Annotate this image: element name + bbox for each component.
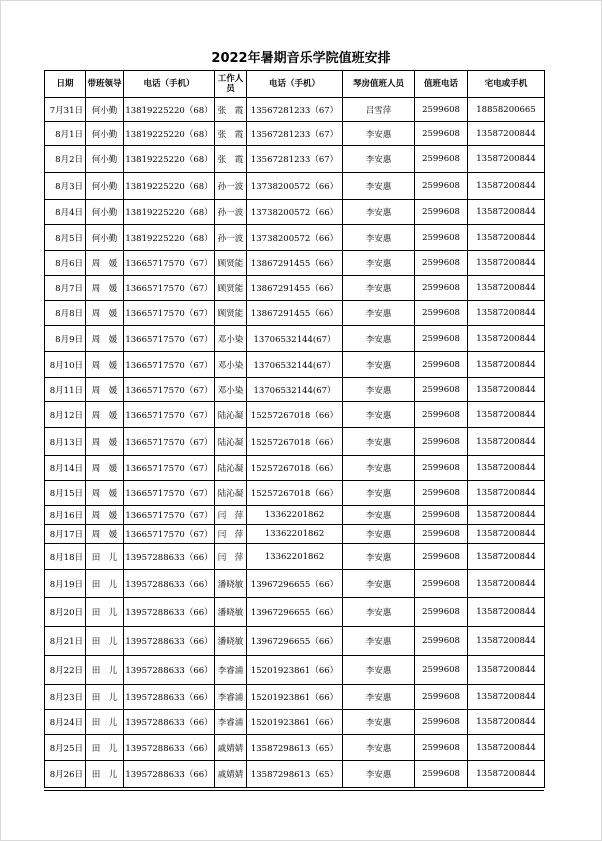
table-bottom-rule xyxy=(44,790,544,791)
cell-staff: 闫 萍 xyxy=(215,525,247,544)
cell-date: 8月22日 xyxy=(45,656,86,685)
cell-home-phone: 18858200665 xyxy=(468,98,545,122)
header-staff: 工作人员 xyxy=(215,71,247,98)
cell-piano-room-staff: 李安惠 xyxy=(343,456,415,481)
cell-leader: 何小勤 xyxy=(86,173,124,200)
cell-staff: 李睿浦 xyxy=(215,685,247,710)
cell-staff-phone: 13362201862 xyxy=(247,506,343,525)
cell-leader: 田 儿 xyxy=(86,685,124,710)
cell-date: 8月19日 xyxy=(45,570,86,598)
cell-leader: 何小勤 xyxy=(86,200,124,225)
cell-staff-phone: 13867291455（66） xyxy=(247,276,343,301)
cell-leader-phone: 13957288633（66） xyxy=(124,570,215,598)
table-row xyxy=(45,225,545,251)
cell-date: 8月13日 xyxy=(45,428,86,456)
cell-duty-phone: 2599608 xyxy=(415,352,468,378)
cell-staff-phone: 13867291455（66） xyxy=(247,251,343,276)
cell-home-phone: 13587200844 xyxy=(468,761,545,788)
cell-piano-room-staff: 吕雪萍 xyxy=(343,98,415,122)
cell-duty-phone: 2599608 xyxy=(415,378,468,402)
cell-piano-room-staff: 李安惠 xyxy=(343,525,415,544)
cell-date: 8月3日 xyxy=(45,173,86,200)
cell-leader: 周 媛 xyxy=(86,456,124,481)
cell-home-phone: 13587200844 xyxy=(468,122,545,146)
cell-staff: 陆沁凝 xyxy=(215,428,247,456)
table-row xyxy=(45,761,545,788)
cell-leader: 周 媛 xyxy=(86,301,124,326)
header-home-phone: 宅电或手机 xyxy=(468,71,545,98)
table-row xyxy=(45,301,545,326)
cell-leader: 周 媛 xyxy=(86,525,124,544)
cell-piano-room-staff: 李安惠 xyxy=(343,481,415,506)
document-title: 2022年暑期音乐学院值班安排 xyxy=(211,51,391,66)
cell-staff: 陆沁凝 xyxy=(215,456,247,481)
cell-piano-room-staff: 李安惠 xyxy=(343,402,415,428)
cell-duty-phone: 2599608 xyxy=(415,428,468,456)
cell-duty-phone: 2599608 xyxy=(415,761,468,788)
cell-duty-phone: 2599608 xyxy=(415,525,468,544)
cell-leader: 田 儿 xyxy=(86,544,124,570)
cell-home-phone: 13587200844 xyxy=(468,627,545,656)
cell-piano-room-staff: 李安惠 xyxy=(343,761,415,788)
cell-leader: 周 媛 xyxy=(86,378,124,402)
cell-leader-phone: 13819225220（68） xyxy=(124,98,215,122)
cell-duty-phone: 2599608 xyxy=(415,326,468,352)
cell-piano-room-staff: 李安惠 xyxy=(343,352,415,378)
cell-staff: 陆沁凝 xyxy=(215,481,247,506)
cell-leader-phone: 13665717570（67） xyxy=(124,276,215,301)
cell-staff-phone: 13362201862 xyxy=(247,544,343,570)
cell-piano-room-staff: 李安惠 xyxy=(343,627,415,656)
cell-leader: 何小勤 xyxy=(86,122,124,146)
cell-staff: 孙一波 xyxy=(215,225,247,251)
table-row xyxy=(45,276,545,301)
cell-leader-phone: 13665717570（67） xyxy=(124,301,215,326)
cell-staff-phone: 13587298613（65） xyxy=(247,735,343,761)
cell-duty-phone: 2599608 xyxy=(415,251,468,276)
cell-staff-phone: 13738200572（66） xyxy=(247,225,343,251)
cell-staff-phone: 13967296655（66） xyxy=(247,627,343,656)
cell-leader-phone: 13957288633（66） xyxy=(124,761,215,788)
cell-leader: 田 儿 xyxy=(86,598,124,627)
cell-duty-phone: 2599608 xyxy=(415,570,468,598)
cell-staff: 闫 萍 xyxy=(215,506,247,525)
cell-leader-phone: 13665717570（67） xyxy=(124,481,215,506)
cell-leader-phone: 13819225220（68） xyxy=(124,225,215,251)
cell-staff-phone: 13706532144(67） xyxy=(247,378,343,402)
table-row xyxy=(45,506,545,525)
cell-date: 8月24日 xyxy=(45,710,86,735)
cell-staff-phone: 13967296655（66） xyxy=(247,570,343,598)
cell-piano-room-staff: 李安惠 xyxy=(343,173,415,200)
cell-home-phone: 13587200844 xyxy=(468,200,545,225)
cell-staff: 顾贤能 xyxy=(215,301,247,326)
cell-staff: 陆沁凝 xyxy=(215,402,247,428)
cell-staff-phone: 15201923861（66） xyxy=(247,710,343,735)
cell-piano-room-staff: 李安惠 xyxy=(343,710,415,735)
cell-home-phone: 13587200844 xyxy=(468,402,545,428)
cell-date: 8月20日 xyxy=(45,598,86,627)
cell-date: 8月17日 xyxy=(45,525,86,544)
cell-date: 8月23日 xyxy=(45,685,86,710)
cell-duty-phone: 2599608 xyxy=(415,122,468,146)
header-leader-phone: 电话（手机） xyxy=(124,71,215,98)
cell-staff: 张 霞 xyxy=(215,98,247,122)
cell-piano-room-staff: 李安惠 xyxy=(343,378,415,402)
cell-leader-phone: 13665717570（67） xyxy=(124,378,215,402)
cell-duty-phone: 2599608 xyxy=(415,402,468,428)
cell-home-phone: 13587200844 xyxy=(468,735,545,761)
cell-home-phone: 13587200844 xyxy=(468,428,545,456)
cell-duty-phone: 2599608 xyxy=(415,685,468,710)
cell-leader: 田 儿 xyxy=(86,656,124,685)
cell-date: 8月4日 xyxy=(45,200,86,225)
cell-leader: 何小勤 xyxy=(86,146,124,173)
cell-leader-phone: 13957288633（66） xyxy=(124,656,215,685)
cell-staff: 李睿浦 xyxy=(215,710,247,735)
cell-staff: 张 霞 xyxy=(215,146,247,173)
cell-leader-phone: 13665717570（67） xyxy=(124,456,215,481)
cell-staff-phone: 13738200572（66） xyxy=(247,173,343,200)
cell-duty-phone: 2599608 xyxy=(415,200,468,225)
cell-piano-room-staff: 李安惠 xyxy=(343,428,415,456)
cell-leader: 周 媛 xyxy=(86,352,124,378)
cell-leader: 周 媛 xyxy=(86,326,124,352)
cell-home-phone: 13587200844 xyxy=(468,326,545,352)
cell-date: 8月7日 xyxy=(45,276,86,301)
table-row xyxy=(45,735,545,761)
cell-leader: 田 儿 xyxy=(86,710,124,735)
cell-piano-room-staff: 李安惠 xyxy=(343,276,415,301)
table-row xyxy=(45,98,545,122)
cell-home-phone: 13587200844 xyxy=(468,710,545,735)
cell-leader: 周 媛 xyxy=(86,276,124,301)
cell-date: 8月25日 xyxy=(45,735,86,761)
cell-home-phone: 13587200844 xyxy=(468,656,545,685)
cell-duty-phone: 2599608 xyxy=(415,710,468,735)
cell-staff: 闫 萍 xyxy=(215,544,247,570)
cell-staff-phone: 15201923861（66） xyxy=(247,685,343,710)
cell-piano-room-staff: 李安惠 xyxy=(343,598,415,627)
cell-date: 7月31日 xyxy=(45,98,86,122)
cell-staff-phone: 13567281233（67） xyxy=(247,122,343,146)
cell-leader-phone: 13819225220（68） xyxy=(124,200,215,225)
cell-date: 8月10日 xyxy=(45,352,86,378)
table-row xyxy=(45,146,545,173)
cell-duty-phone: 2599608 xyxy=(415,173,468,200)
cell-date: 8月11日 xyxy=(45,378,86,402)
cell-home-phone: 13587200844 xyxy=(468,598,545,627)
cell-leader-phone: 13665717570（67） xyxy=(124,428,215,456)
cell-date: 8月18日 xyxy=(45,544,86,570)
cell-date: 8月14日 xyxy=(45,456,86,481)
table-row xyxy=(45,251,545,276)
table-row xyxy=(45,173,545,200)
cell-home-phone: 13587200844 xyxy=(468,173,545,200)
cell-home-phone: 13587200844 xyxy=(468,225,545,251)
cell-staff: 邓小染 xyxy=(215,352,247,378)
cell-duty-phone: 2599608 xyxy=(415,301,468,326)
table-row xyxy=(45,544,545,570)
cell-staff: 孙一波 xyxy=(215,200,247,225)
cell-leader-phone: 13819225220（68） xyxy=(124,146,215,173)
cell-staff: 张 霞 xyxy=(215,122,247,146)
cell-staff-phone: 15257267018（66） xyxy=(247,402,343,428)
cell-duty-phone: 2599608 xyxy=(415,627,468,656)
cell-duty-phone: 2599608 xyxy=(415,481,468,506)
cell-duty-phone: 2599608 xyxy=(415,544,468,570)
cell-leader: 周 媛 xyxy=(86,506,124,525)
cell-home-phone: 13587200844 xyxy=(468,506,545,525)
cell-piano-room-staff: 李安惠 xyxy=(343,122,415,146)
cell-staff-phone: 15257267018（66） xyxy=(247,481,343,506)
table-row xyxy=(45,122,545,146)
cell-date: 8月9日 xyxy=(45,326,86,352)
cell-leader: 周 媛 xyxy=(86,428,124,456)
table-row xyxy=(45,525,545,544)
cell-leader-phone: 13957288633（66） xyxy=(124,627,215,656)
table-body xyxy=(45,98,545,788)
cell-leader: 田 儿 xyxy=(86,627,124,656)
cell-leader: 周 媛 xyxy=(86,251,124,276)
cell-staff-phone: 15201923861（66） xyxy=(247,656,343,685)
table-row xyxy=(45,200,545,225)
cell-piano-room-staff: 李安惠 xyxy=(343,685,415,710)
cell-piano-room-staff: 李安惠 xyxy=(343,251,415,276)
cell-piano-room-staff: 李安惠 xyxy=(343,506,415,525)
cell-leader: 田 儿 xyxy=(86,735,124,761)
cell-staff: 邓小染 xyxy=(215,378,247,402)
cell-piano-room-staff: 李安惠 xyxy=(343,570,415,598)
cell-leader: 田 儿 xyxy=(86,570,124,598)
cell-staff-phone: 13738200572（66） xyxy=(247,200,343,225)
cell-piano-room-staff: 李安惠 xyxy=(343,200,415,225)
duty-roster-table xyxy=(44,70,545,788)
cell-staff-phone: 13706532144(67） xyxy=(247,326,343,352)
cell-staff: 李睿浦 xyxy=(215,656,247,685)
cell-leader: 何小勤 xyxy=(86,98,124,122)
cell-piano-room-staff: 李安惠 xyxy=(343,656,415,685)
cell-duty-phone: 2599608 xyxy=(415,98,468,122)
cell-leader-phone: 13665717570（67） xyxy=(124,506,215,525)
cell-piano-room-staff: 李安惠 xyxy=(343,326,415,352)
cell-staff: 潘晓敏 xyxy=(215,598,247,627)
table-row xyxy=(45,656,545,685)
cell-staff: 顾贤能 xyxy=(215,251,247,276)
table-row xyxy=(45,456,545,481)
table-row xyxy=(45,598,545,627)
cell-date: 8月1日 xyxy=(45,122,86,146)
cell-staff-phone: 15257267018（66） xyxy=(247,428,343,456)
cell-duty-phone: 2599608 xyxy=(415,276,468,301)
header-leader: 带班领导 xyxy=(86,71,124,98)
cell-duty-phone: 2599608 xyxy=(415,656,468,685)
cell-staff: 孙一波 xyxy=(215,173,247,200)
cell-leader-phone: 13819225220（68） xyxy=(124,173,215,200)
cell-leader: 周 媛 xyxy=(86,481,124,506)
cell-home-phone: 13587200844 xyxy=(468,251,545,276)
cell-home-phone: 13587200844 xyxy=(468,456,545,481)
cell-staff: 邓小染 xyxy=(215,326,247,352)
header-date: 日期 xyxy=(45,71,86,98)
cell-leader-phone: 13957288633（66） xyxy=(124,685,215,710)
cell-home-phone: 13587200844 xyxy=(468,570,545,598)
cell-home-phone: 13587200844 xyxy=(468,481,545,506)
cell-leader-phone: 13665717570（67） xyxy=(124,352,215,378)
cell-home-phone: 13587200844 xyxy=(468,276,545,301)
cell-leader-phone: 13665717570（67） xyxy=(124,402,215,428)
cell-date: 8月21日 xyxy=(45,627,86,656)
cell-home-phone: 13587200844 xyxy=(468,352,545,378)
cell-leader-phone: 13665717570（67） xyxy=(124,525,215,544)
table-row xyxy=(45,685,545,710)
header-duty-phone: 值班电话 xyxy=(415,71,468,98)
cell-staff-phone: 13567281233（67） xyxy=(247,98,343,122)
cell-duty-phone: 2599608 xyxy=(415,506,468,525)
cell-piano-room-staff: 李安惠 xyxy=(343,544,415,570)
cell-staff: 潘晓敏 xyxy=(215,570,247,598)
header-staff-phone: 电话（手机） xyxy=(247,71,343,98)
cell-leader-phone: 13665717570（67） xyxy=(124,251,215,276)
cell-staff-phone: 15257267018（66） xyxy=(247,456,343,481)
table-row xyxy=(45,481,545,506)
cell-home-phone: 13587200844 xyxy=(468,378,545,402)
table-row xyxy=(45,378,545,402)
cell-date: 8月26日 xyxy=(45,761,86,788)
cell-home-phone: 13587200844 xyxy=(468,685,545,710)
cell-duty-phone: 2599608 xyxy=(415,735,468,761)
cell-home-phone: 13587200844 xyxy=(468,544,545,570)
cell-date: 8月5日 xyxy=(45,225,86,251)
cell-date: 8月16日 xyxy=(45,506,86,525)
cell-piano-room-staff: 李安惠 xyxy=(343,225,415,251)
cell-staff: 顾贤能 xyxy=(215,276,247,301)
cell-staff: 戚婧婧 xyxy=(215,735,247,761)
cell-leader: 周 媛 xyxy=(86,402,124,428)
cell-staff-phone: 13362201862 xyxy=(247,525,343,544)
cell-leader-phone: 13819225220（68） xyxy=(124,122,215,146)
cell-date: 8月15日 xyxy=(45,481,86,506)
cell-leader-phone: 13665717570（67） xyxy=(124,326,215,352)
cell-leader: 何小勤 xyxy=(86,225,124,251)
cell-home-phone: 13587200844 xyxy=(468,146,545,173)
cell-piano-room-staff: 李安惠 xyxy=(343,735,415,761)
cell-staff-phone: 13706532144(67） xyxy=(247,352,343,378)
table-row xyxy=(45,326,545,352)
cell-duty-phone: 2599608 xyxy=(415,225,468,251)
cell-home-phone: 13587200844 xyxy=(468,301,545,326)
table-row xyxy=(45,627,545,656)
cell-date: 8月2日 xyxy=(45,146,86,173)
cell-duty-phone: 2599608 xyxy=(415,146,468,173)
cell-piano-room-staff: 李安惠 xyxy=(343,146,415,173)
cell-date: 8月6日 xyxy=(45,251,86,276)
cell-duty-phone: 2599608 xyxy=(415,456,468,481)
cell-home-phone: 13587200844 xyxy=(468,525,545,544)
table-row xyxy=(45,570,545,598)
cell-leader: 田 儿 xyxy=(86,761,124,788)
table-row xyxy=(45,710,545,735)
cell-leader-phone: 13957288633（66） xyxy=(124,544,215,570)
cell-staff: 戚婧婧 xyxy=(215,761,247,788)
cell-piano-room-staff: 李安惠 xyxy=(343,301,415,326)
cell-leader-phone: 13957288633（66） xyxy=(124,735,215,761)
cell-leader-phone: 13957288633（66） xyxy=(124,598,215,627)
header-piano-room-staff: 琴房值班人员 xyxy=(343,71,415,98)
table-row xyxy=(45,428,545,456)
table-row xyxy=(45,402,545,428)
cell-staff-phone: 13967296655（66） xyxy=(247,598,343,627)
cell-duty-phone: 2599608 xyxy=(415,598,468,627)
cell-staff-phone: 13867291455（66） xyxy=(247,301,343,326)
cell-leader-phone: 13957288633（66） xyxy=(124,710,215,735)
cell-staff-phone: 13567281233（67） xyxy=(247,146,343,173)
table-row xyxy=(45,352,545,378)
cell-staff-phone: 13587298613（65） xyxy=(247,761,343,788)
table-header-row xyxy=(45,71,545,98)
cell-date: 8月8日 xyxy=(45,301,86,326)
cell-date: 8月12日 xyxy=(45,402,86,428)
cell-staff: 潘晓敏 xyxy=(215,627,247,656)
